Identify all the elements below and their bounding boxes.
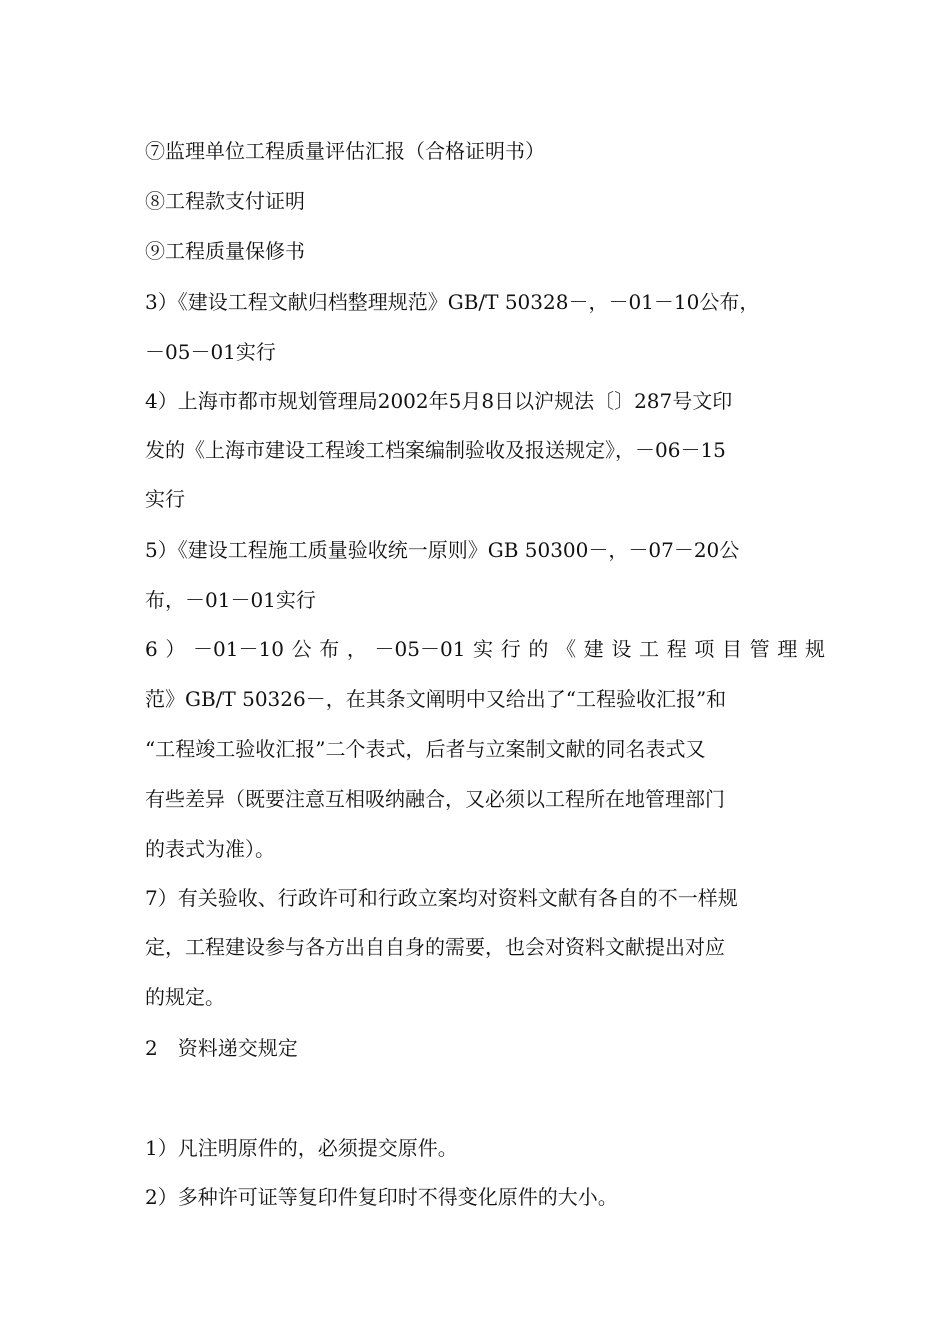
text-line: 实行 [145,487,185,511]
text-line: 范》GB/T 50326－，在其条文阐明中又给出了“工程验收汇报”和 [145,687,727,711]
text-line: 有些差异（既要注意互相吸纳融合，又必须以工程所在地管理部门 [145,787,725,811]
text-line: 1）凡注明原件的，必须提交原件。 [145,1136,458,1160]
text-line: －05－01实行 [145,340,276,364]
text-line: ⑦监理单位工程质量评估汇报（合格证明书） [145,139,545,163]
text-line: 定，工程建设参与各方出自自身的需要，也会对资料文献提出对应 [145,935,725,959]
text-line: 5）《建设工程施工质量验收统一原则》GB 50300－，－07－20公 [145,538,740,562]
text-line: 4）上海市都市规划管理局2002年5月8日以沪规法〔〕287号文印 [145,389,733,413]
text-line: 7）有关验收、行政许可和行政立案均对资料文献有各自的不一样规 [145,886,738,910]
section-heading: 2 资料递交规定 [145,1036,298,1060]
text-line: 的规定。 [145,985,225,1009]
text-line: “工程竣工验收汇报”二个表式，后者与立案制文献的同名表式又 [145,737,706,761]
text-line: ⑧工程款支付证明 [145,189,305,213]
text-line: 3）《建设工程文献归档整理规范》GB/T 50328－，－01－10公布， [145,290,760,314]
text-line: 2）多种许可证等复印件复印时不得变化原件的大小。 [145,1185,618,1209]
text-line: 的表式为准）。 [145,837,275,861]
text-line: ⑨工程质量保修书 [145,239,305,263]
text-line: 布，－01－01实行 [145,588,316,612]
text-line: 发的《上海市建设工程竣工档案编制验收及报送规定》，－06－15 [145,438,726,462]
text-line: 6）－01－10公布，－05－01实行的《建设工程项目管理规 [145,637,825,661]
